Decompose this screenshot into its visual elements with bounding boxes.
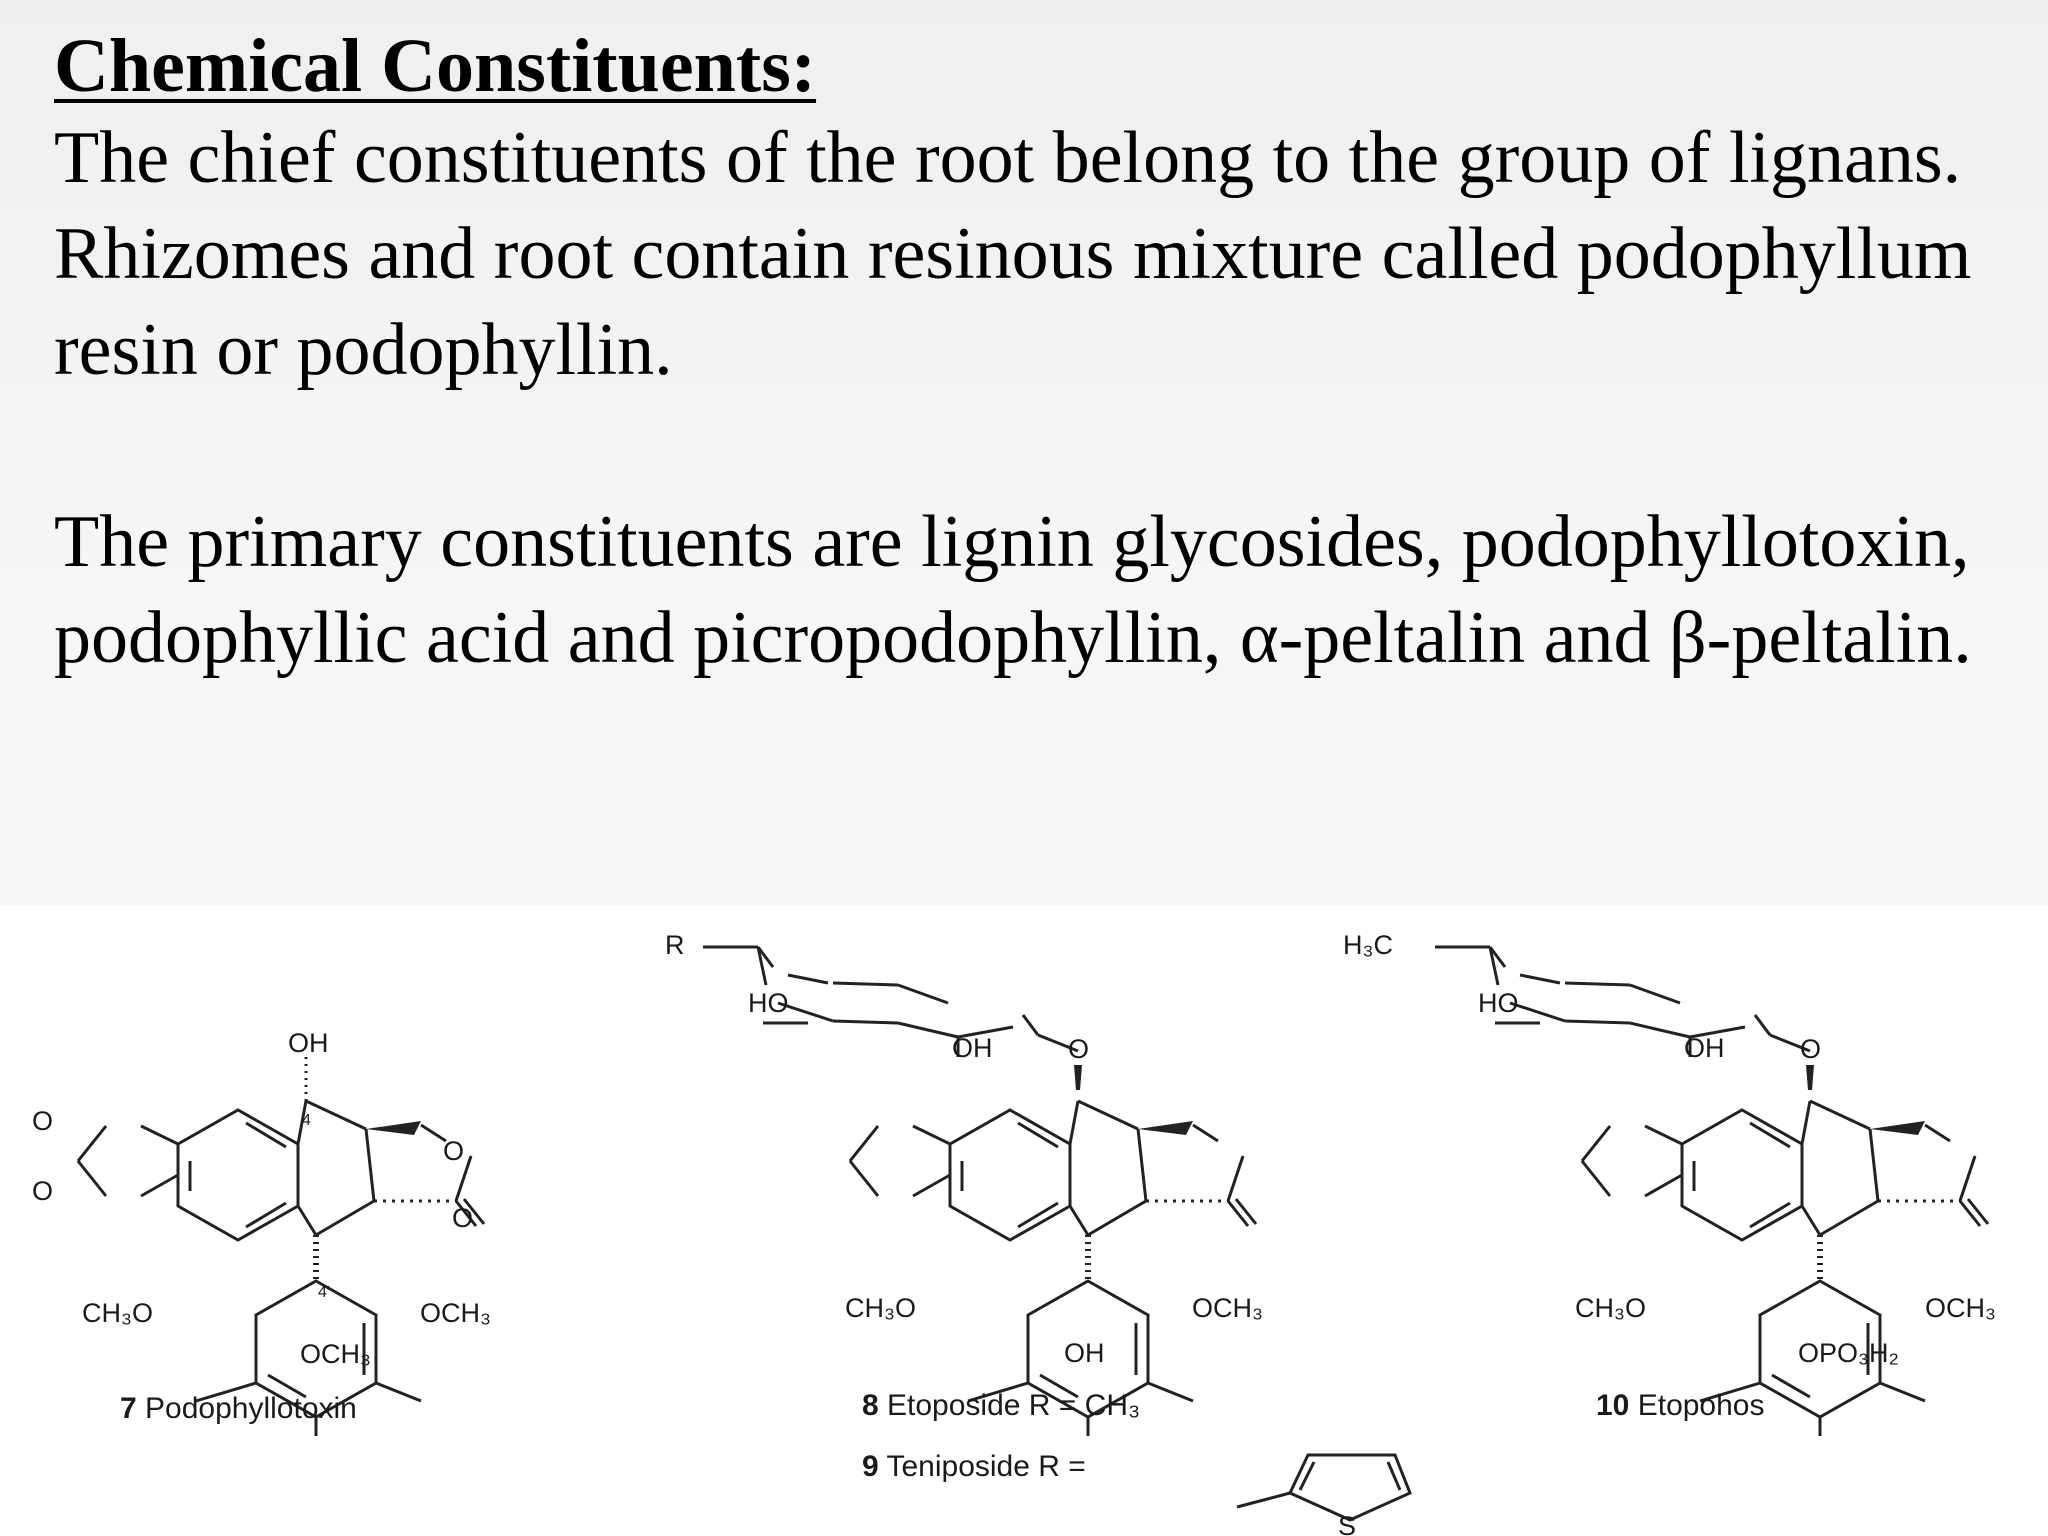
structure-etopohos: [1343, 930, 1996, 1436]
label-r: R: [665, 930, 685, 960]
label-ch3o: CH₃O: [1575, 1293, 1646, 1323]
label-oh-bottom: OH: [1064, 1338, 1105, 1368]
label-och3-right: OCH₃: [420, 1298, 491, 1328]
label-o-lower: O: [32, 1176, 54, 1206]
label-o-upper: O: [32, 1106, 54, 1136]
chemical-structures-figure: [0, 905, 2048, 1536]
structures-svg: [0, 905, 2048, 1536]
label-h3c: H₃C: [1343, 930, 1393, 960]
caption-8: 8 Etoposide R = CH₃: [862, 1389, 1141, 1422]
structure-etoposide: [665, 930, 1410, 1536]
label-oh: OH: [952, 1033, 993, 1063]
structure-podophyllotoxin: [32, 1028, 491, 1436]
label-ho: HO: [1478, 988, 1519, 1018]
label-thiophene-s: S: [1338, 1511, 1357, 1536]
caption-7: 7 Podophyllotoxin: [120, 1392, 357, 1425]
label-opo3h2: OPO₃H₂: [1798, 1338, 1899, 1368]
caption-9: 9 Teniposide R =: [862, 1450, 1086, 1483]
label-och3-bottom: OCH₃: [300, 1339, 371, 1369]
label-o-link: O: [1800, 1034, 1822, 1064]
label-ch3o: CH₃O: [845, 1293, 916, 1323]
caption-10: 10 Etopohos: [1596, 1389, 1765, 1422]
label-ch3o: CH₃O: [82, 1298, 153, 1328]
label-o-carbonyl: O: [452, 1203, 474, 1233]
slide-heading: Chemical Constituents:: [54, 24, 817, 108]
label-locant-4p: 4': [318, 1284, 330, 1301]
paragraph-lignans: The chief constituents of the root belong to the group of lignans.: [54, 117, 1962, 199]
label-och3: OCH₃: [1925, 1293, 1996, 1323]
thiophene-ring: [1237, 1455, 1410, 1520]
label-o-ring: O: [443, 1136, 465, 1166]
slide-text: [54, 22, 2004, 686]
label-oh: OH: [288, 1028, 329, 1058]
label-o-link: O: [1068, 1034, 1090, 1064]
label-ho: HO: [748, 988, 789, 1018]
label-oh: OH: [1684, 1033, 1725, 1063]
label-locant-4: 4: [302, 1112, 311, 1129]
paragraph-resin: Rhizomes and root contain resinous mixture called podophyllum resin or podophyllin.: [54, 213, 1972, 391]
label-och3: OCH₃: [1192, 1293, 1263, 1323]
paragraph-primary-constituents: The primary constituents are lignin glycosides, podophyllotoxin, podophyllic acid and picropodophyllin, α-peltalin and β-peltalin.: [54, 501, 1972, 679]
